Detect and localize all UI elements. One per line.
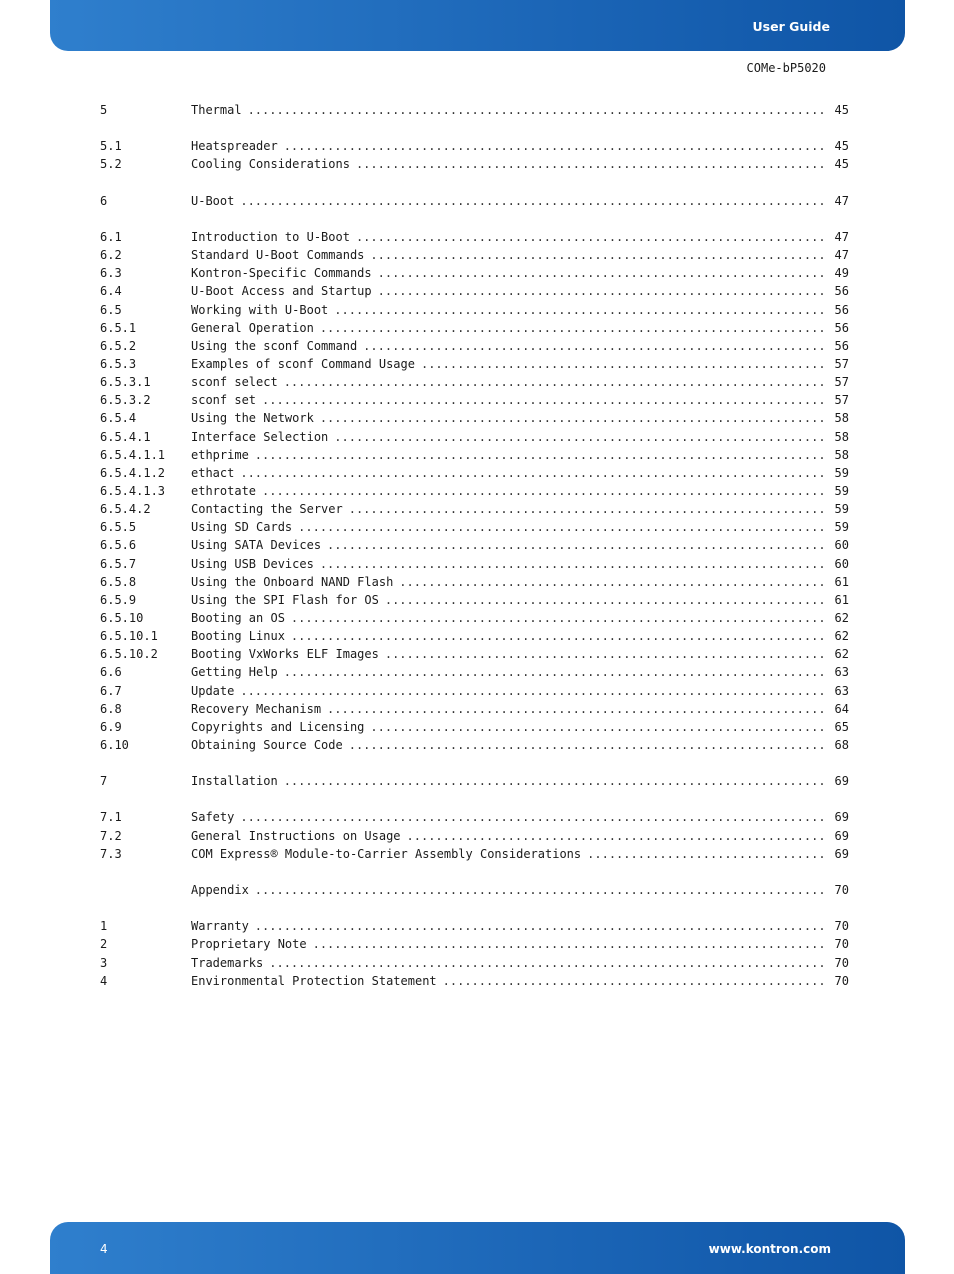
toc-entry-number: 6.5.4.2 [100,502,151,517]
toc-dot-leader [255,881,825,899]
toc-entry-title-wrap [191,682,825,700]
toc-entry-number: 6.5.10.1 [100,629,158,644]
toc-entry-number: 7 [100,774,108,789]
toc-entry-number: 1 [100,919,108,934]
toc-entry-title-wrap [191,663,825,681]
toc-dot-leader [320,555,825,573]
toc-entry-title: Booting Linux [191,629,285,644]
toc-dot-leader [356,228,825,246]
toc-entry-title-wrap [191,536,825,554]
toc-entry[interactable] [100,464,849,482]
toc-dot-leader [443,972,825,990]
toc-entry-number: 6.5.1 [100,320,137,335]
toc-entry-title: Trademarks [191,955,264,970]
toc-entry[interactable] [100,391,849,409]
toc-dot-leader [240,808,825,826]
toc-entry-title: Proprietary Note [191,937,307,952]
toc-entry[interactable] [100,827,849,845]
toc-entry-page: 69 [834,828,849,843]
toc-entry-title: Booting an OS [191,610,285,625]
toc-entry-page: 59 [834,502,849,517]
toc-entry-title: Using the sconf Command [191,338,358,353]
toc-entry-page: 60 [834,556,849,571]
toc-entry-number: 5.1 [100,139,122,154]
toc-entry[interactable] [100,536,849,554]
toc-entry-page: 63 [834,683,849,698]
toc-entry-title-wrap [191,101,825,119]
toc-entry[interactable] [100,228,849,246]
toc-entry-title-wrap [191,301,825,319]
toc-dot-leader [363,337,825,355]
toc-entry-title: Thermal [191,103,242,117]
toc-entry-title-wrap [191,155,825,173]
toc-entry-title-wrap [191,337,825,355]
toc-entry[interactable] [100,736,849,754]
toc-entry-title-wrap [191,772,825,790]
toc-entry-page: 45 [834,157,849,172]
toc-entry-number: 3 [100,955,108,970]
toc-entry-number: 6.5.9 [100,592,137,607]
toc-entry-title: sconf set [191,393,257,408]
toc-entry-title-wrap [191,428,825,446]
table-of-contents [100,101,849,990]
toc-entry[interactable] [100,718,849,736]
toc-dot-leader [284,772,825,790]
toc-entry-page: 70 [834,937,849,952]
toc-entry-number: 6.6 [100,665,122,680]
toc-entry-title: Using SATA Devices [191,538,322,553]
toc-entry[interactable] [100,264,849,282]
toc-entry[interactable] [100,609,849,627]
toc-entry-title: Standard U-Boot Commands [191,248,365,263]
toc-entry-page: 70 [834,955,849,970]
toc-dot-leader [262,391,825,409]
toc-dot-leader [385,591,825,609]
toc-entry-title-wrap [191,373,825,391]
toc-entry-title: Using SD Cards [191,520,293,535]
toc-entry-title-wrap [191,609,825,627]
toc-entry-title-wrap [191,627,825,645]
toc-entry-number: 6.5.5 [100,520,137,535]
toc-entry-title: Working with U-Boot [191,302,329,317]
toc-dot-leader [284,137,825,155]
toc-entry-title-wrap [191,482,825,500]
toc-entry-page: 56 [834,320,849,335]
toc-entry-page: 61 [834,592,849,607]
toc-entry-title-wrap [191,446,825,464]
toc-entry-title: Appendix [191,883,249,898]
toc-entry-title: Interface Selection [191,429,329,444]
toc-entry[interactable] [100,935,849,953]
toc-entry-number: 6.9 [100,719,122,734]
toc-dot-leader [248,101,825,119]
toc-entry-title: Recovery Mechanism [191,701,322,716]
toc-entry-title: ethprime [191,447,249,462]
toc-entry-number: 6.5.8 [100,574,137,589]
toc-entry-title: Getting Help [191,665,278,680]
toc-dot-leader [349,736,825,754]
toc-dot-leader [240,464,825,482]
toc-entry-page: 59 [834,483,849,498]
toc-entry-title: Introduction to U-Boot [191,229,350,244]
toc-dot-leader [240,192,825,210]
toc-dot-leader [385,645,825,663]
toc-entry-title-wrap [191,192,825,210]
toc-dot-leader [356,155,825,173]
toc-entry-title-wrap [191,464,825,482]
header-title: User Guide [752,19,830,34]
toc-dot-leader [240,682,825,700]
toc-entry-title: Update [191,683,235,698]
toc-entry[interactable] [100,373,849,391]
toc-entry-title-wrap [191,246,825,264]
toc-entry-title-wrap [191,935,825,953]
toc-dot-leader [262,482,825,500]
toc-entry-number: 6.5.4.1.3 [100,483,166,498]
toc-entry-page: 62 [834,610,849,625]
toc-dot-leader [284,663,825,681]
toc-entry-title: sconf select [191,375,278,390]
toc-dot-leader [587,845,825,863]
toc-entry[interactable] [100,428,849,446]
toc-entry-number: 6.5.4.1 [100,429,151,444]
toc-entry-number: 6.1 [100,229,122,244]
toc-entry-title-wrap [191,282,825,300]
toc-entry[interactable] [100,573,849,591]
toc-dot-leader [378,264,825,282]
toc-entry-title: Using the SPI Flash for OS [191,592,379,607]
toc-entry[interactable] [100,917,849,935]
toc-entry-page: 47 [834,229,849,244]
toc-entry-number: 6.5.10 [100,610,144,625]
toc-entry-page: 70 [834,883,849,898]
toc-entry-number: 6.7 [100,683,122,698]
toc-entry-title: Using USB Devices [191,556,314,571]
toc-entry-page: 58 [834,411,849,426]
toc-entry-title: Using the Onboard NAND Flash [191,574,394,589]
toc-entry-number: 6.5.4.1.2 [100,465,166,480]
toc-entry-number: 6.5.4 [100,411,137,426]
toc-dot-leader [407,827,825,845]
toc-entry-number: 7.3 [100,846,122,861]
toc-dot-leader [255,917,825,935]
toc-entry-title: Contacting the Server [191,502,343,517]
toc-entry-number: 6.5.4.1.1 [100,447,166,462]
toc-entry-title-wrap [191,573,825,591]
footer-bar [50,1222,905,1274]
toc-entry-page: 61 [834,574,849,589]
toc-entry-page: 58 [834,447,849,462]
toc-entry-title: COM Express® Module-to-Carrier Assembly Considerations [191,846,582,861]
toc-entry-page: 68 [834,737,849,752]
toc-entry-number: 6.5.3.1 [100,375,151,390]
toc-entry-title-wrap [191,355,825,373]
toc-entry-title-wrap [191,137,825,155]
toc-entry-page: 56 [834,302,849,317]
toc-entry-number: 6.8 [100,701,122,716]
toc-entry-title-wrap [191,555,825,573]
toc-entry-page: 59 [834,520,849,535]
toc-entry[interactable] [100,772,849,790]
toc-entry-title-wrap [191,700,825,718]
toc-dot-leader [399,573,825,591]
toc-entry-page: 45 [834,139,849,154]
toc-entry[interactable] [100,682,849,700]
header-bar [50,0,905,51]
toc-dot-leader [370,718,825,736]
toc-entry-page: 62 [834,647,849,662]
toc-entry-title-wrap [191,518,825,536]
toc-entry[interactable] [100,409,849,427]
toc-dot-leader [298,518,825,536]
toc-dot-leader [291,609,825,627]
toc-entry-title: Obtaining Source Code [191,737,343,752]
toc-entry[interactable] [100,246,849,264]
toc-entry-number: 6.10 [100,737,129,752]
toc-entry[interactable] [100,192,849,210]
toc-entry-title: ethrotate [191,483,257,498]
toc-entry-number: 6.5.3.2 [100,393,151,408]
toc-entry-page: 45 [834,103,849,117]
toc-entry[interactable] [100,808,849,826]
toc-entry[interactable] [100,355,849,373]
toc-entry-page: 69 [834,774,849,789]
toc-dot-leader [327,700,825,718]
toc-entry[interactable] [100,700,849,718]
toc-entry[interactable] [100,101,849,119]
toc-entry-page: 60 [834,538,849,553]
toc-entry-title: General Instructions on Usage [191,828,401,843]
toc-dot-leader [370,246,825,264]
toc-entry-number: 6.4 [100,284,122,299]
toc-entry-title: Examples of sconf Command Usage [191,356,415,371]
toc-entry-number: 6.2 [100,248,122,263]
toc-dot-leader [320,319,825,337]
toc-entry-page: 70 [834,973,849,988]
toc-dot-leader [334,428,825,446]
toc-entry-title-wrap [191,736,825,754]
toc-dot-leader [313,935,825,953]
toc-entry-page: 47 [834,193,849,208]
toc-entry-page: 69 [834,846,849,861]
toc-entry[interactable] [100,137,849,155]
toc-entry-title-wrap [191,827,825,845]
toc-entry-page: 56 [834,284,849,299]
toc-entry-page: 56 [834,338,849,353]
toc-entry[interactable] [100,319,849,337]
toc-entry-number: 6 [100,193,108,208]
toc-entry-page: 58 [834,429,849,444]
toc-dot-leader [378,282,825,300]
toc-entry[interactable] [100,627,849,645]
toc-entry-page: 49 [834,266,849,281]
toc-entry-title: Environmental Protection Statement [191,973,437,988]
toc-entry-title: Copyrights and Licensing [191,719,365,734]
toc-entry[interactable] [100,555,849,573]
toc-entry-number: 7.1 [100,810,122,825]
toc-entry[interactable] [100,645,849,663]
toc-entry-page: 69 [834,810,849,825]
toc-dot-leader [284,373,825,391]
toc-entry[interactable] [100,518,849,536]
toc-entry-number: 6.5.2 [100,338,137,353]
toc-entry-title: ethact [191,465,235,480]
toc-entry-title-wrap [191,881,825,899]
toc-dot-leader [349,500,825,518]
toc-entry[interactable] [100,301,849,319]
toc-entry[interactable] [100,591,849,609]
toc-entry-title: General Operation [191,320,314,335]
toc-entry[interactable] [100,337,849,355]
toc-dot-leader [291,627,825,645]
toc-entry-title-wrap [191,391,825,409]
toc-entry[interactable] [100,845,849,863]
toc-dot-leader [421,355,825,373]
toc-entry-page: 57 [834,356,849,371]
toc-entry-title-wrap [191,409,825,427]
toc-entry[interactable] [100,954,849,972]
toc-entry-title-wrap [191,718,825,736]
toc-entry-title-wrap [191,917,825,935]
toc-entry-page: 63 [834,665,849,680]
toc-entry[interactable] [100,446,849,464]
toc-entry-title-wrap [191,845,825,863]
toc-entry-title: U-Boot [191,193,235,208]
toc-entry-number: 4 [100,973,108,988]
toc-entry-page: 64 [834,701,849,716]
toc-entry-page: 70 [834,919,849,934]
toc-entry-number: 2 [100,937,108,952]
toc-entry-title-wrap [191,972,825,990]
toc-entry-title: U-Boot Access and Startup [191,284,372,299]
toc-entry-title-wrap [191,645,825,663]
toc-entry[interactable] [100,155,849,173]
toc-entry-title-wrap [191,500,825,518]
toc-entry[interactable] [100,881,849,899]
toc-entry-number: 6.3 [100,266,122,281]
toc-entry[interactable] [100,972,849,990]
toc-entry[interactable] [100,663,849,681]
toc-entry[interactable] [100,282,849,300]
toc-entry-number: 6.5.3 [100,356,137,371]
toc-entry-title: Kontron-Specific Commands [191,266,372,281]
toc-entry-title-wrap [191,264,825,282]
toc-entry-number: 5 [100,103,108,117]
toc-entry-title: Booting VxWorks ELF Images [191,647,379,662]
toc-entry-title: Installation [191,774,278,789]
toc-entry-number: 6.5.10.2 [100,647,158,662]
toc-dot-leader [320,409,825,427]
toc-entry[interactable] [100,482,849,500]
toc-entry-number: 6.5.6 [100,538,137,553]
toc-entry-title-wrap [191,954,825,972]
toc-entry-title: Safety [191,810,235,825]
toc-entry-page: 65 [834,719,849,734]
toc-entry-number: 6.5.7 [100,556,137,571]
toc-dot-leader [334,301,825,319]
toc-entry-page: 57 [834,375,849,390]
toc-dot-leader [269,954,825,972]
toc-entry-page: 47 [834,248,849,263]
toc-entry-title: Heatspreader [191,139,278,154]
toc-entry-number: 5.2 [100,157,122,172]
toc-entry-title: Warranty [191,919,249,934]
toc-entry-number: 7.2 [100,828,122,843]
toc-entry-page: 62 [834,629,849,644]
toc-entry-page: 57 [834,393,849,408]
toc-entry-title-wrap [191,319,825,337]
footer-url-link[interactable]: www.kontron.com [708,1242,831,1256]
toc-entry-title-wrap [191,228,825,246]
toc-dot-leader [327,536,825,554]
toc-entry[interactable] [100,500,849,518]
toc-entry-title-wrap [191,591,825,609]
toc-entry-number: 6.5 [100,302,122,317]
product-name: COMe-bP5020 [746,61,826,75]
footer-page-number: 4 [100,1242,108,1256]
toc-entry-title-wrap [191,808,825,826]
toc-entry-page: 59 [834,465,849,480]
toc-entry-title: Using the Network [191,411,314,426]
toc-dot-leader [255,446,825,464]
toc-entry-title: Cooling Considerations [191,157,350,172]
